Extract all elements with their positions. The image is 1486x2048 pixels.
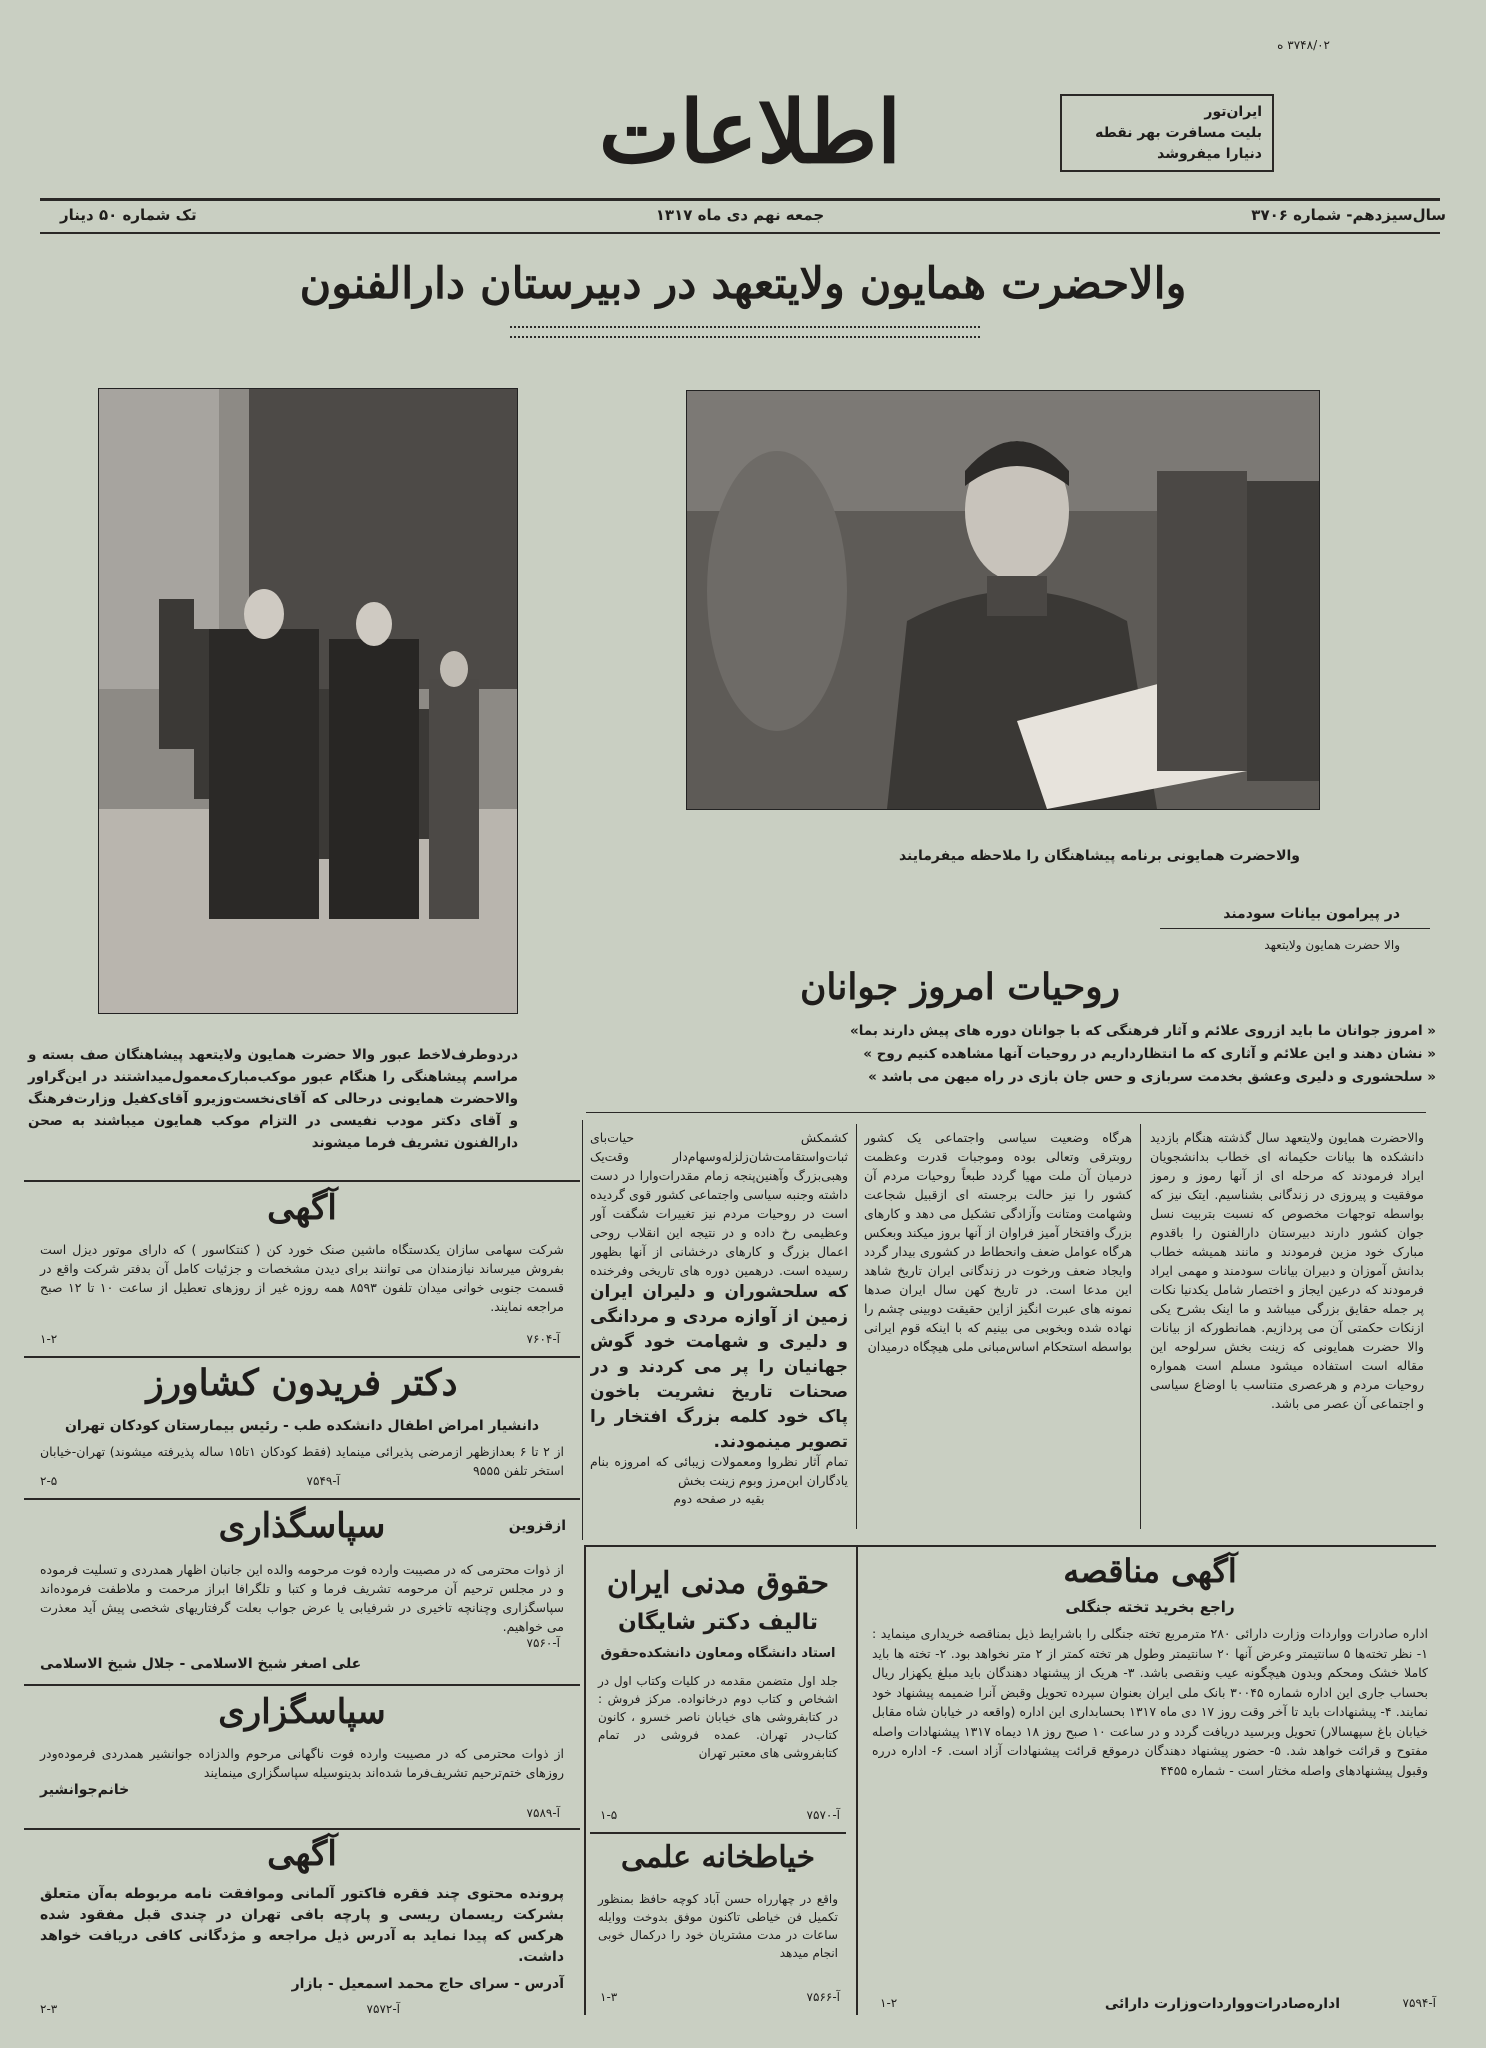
article-kicker: در پیرامون بیانات سودمند (1223, 906, 1400, 922)
tender-signer: اداره‌صادرات‌ووارد‌ات‌وزارت دارائی (1104, 1996, 1340, 2012)
doctor-subtitle: دانشیار امراض اطفال دانشکده طب - رئیس بیمارستان کودکان تهران (64, 1418, 540, 1434)
article-kicker-sub: والا حضرت همایون ولایتعهد (1264, 938, 1400, 952)
book-author: تالیف دکتر شایگان (617, 1610, 819, 1635)
rule-after-book (590, 1832, 846, 1834)
quote-line-2: « نشان دهند و این علائم و آثاری که ما انتظارداریم در روحیات آنها مشاهده کنیم روح » (863, 1046, 1436, 1062)
airline-line-3: دنیارا میفروشد (1157, 146, 1262, 162)
rule-after-doctor (24, 1498, 580, 1500)
newspaper-title: اطلاعات (598, 82, 902, 183)
tender-code: آ-۷۵۹۴ (1402, 1996, 1436, 2010)
article-column-3 (590, 1128, 848, 1533)
airline-ad-box (1060, 94, 1274, 172)
kicker-rule (1160, 928, 1430, 929)
thanks-2-body: از ذوات محترمی که در مصیبت وارده فوت ناگهانی مرحوم والدزاده جوانشیر همدردی فرموده‌ودر روزهای ختم‌ترحیم تشریف‌فرما شده‌اند بدینوسیله سپاسگزاری مینمایند (40, 1746, 564, 1780)
issue-price: تک شماره ۵۰ دینار (60, 206, 197, 224)
masthead-rule-top (40, 198, 1440, 201)
column-divider-2 (856, 1124, 857, 1529)
book-code: آ-۷۵۷۰ (806, 1808, 840, 1822)
column-divider-1 (1140, 1124, 1141, 1529)
book-title: حقوق مدنی ایران (606, 1566, 830, 1601)
agahi-1-ref: ۱-۲ (40, 1332, 58, 1346)
thanks-1-body: از ذوات محترمی که در مصیبت وارده فوت مرحومه والده این جانبان اظهار همدردی و تسلیت فرموده و در مجلس ترحیم آن مرحومه تشریف فرما و کتبا و تلگرافا ابراز مرحمت و ملاطفت فرموده‌اند سپاسگزاری وچنانچه تاخیری در شرفیابی یا عرض جواب بعلت گرفتاریهای شخصی پیش آید معذرت می خواهیم. (40, 1562, 564, 1634)
article-column-2: هرگاه وضعیت سیاسی واجتماعی یک کشور روبترقی وتعالی بوده وموجبات قدرت وعظمت درمیان آن ملت مهیا گردد طبعاً روحیات مردم آن کشور را نیز حالت برجسته ای ازقبیل شجاعت وشهامت ومتانت وآزادگی تشکیل می دهد و کارهای بزرگ وافتخار آمیز فراوان از آنها بروز میکند وبعکس هرگاه عوامل ضعف وانحطاط در کشوری بیدار گردد وایجاد ضعف ورخوت در زندگانی ایران تاریخ شاهد این مدعا است. در تاریخ کهن سال ایران صدها نمونه های عبرت انگیز ازاین حقیقت دوبینی چشم را نهاده شده وبخوبی می بینیم که با اینکه قوم ایرانی بواسطه استحکام اساس‌مبانی ملی هیچگاه درمیدان (864, 1130, 1132, 1354)
article-bottom-rule (586, 1545, 1436, 1547)
article-left-border (582, 1120, 583, 1540)
tender-ref: ۱-۲ (880, 1996, 898, 2010)
rule-after-agahi-1 (24, 1356, 580, 1358)
article-quote-rule (586, 1112, 1426, 1113)
thanks-2-title: سپاسگزاری (218, 1692, 386, 1732)
rule-after-thanks-2 (24, 1828, 580, 1830)
right-photo-caption: والاحضرت همایونی برنامه پیشاهنگان را ملاحظه میفرمایند (898, 848, 1300, 864)
thanks-2-signer: خانم‌جوانشیر (40, 1782, 130, 1798)
airline-line-2: بلیت مسافرت بهر نقطه (1095, 125, 1262, 141)
column-3-bottom: تمام آثار نظروا ومعمولات زیبائی که امروزه بنام یادگاران ابن‌مرز وبوم زینت بخش (590, 1454, 848, 1488)
tender-body: اداره صادرات ووارد‌ات وزارت دارائی ۲۸۰ مترمربع تخته جنگلی را باشرایط ذیل بمناقصه خریداری مینماید : ۱- نظر تخته‌ها ۵ سانتیمتر وعرض آنها ۲۰ سانتیمتر وطول هر تخته کمتر از ۲ متر نخواهد بود. ۲- تخته ها باید کاملا خشک ومحکم وبدون هیچگونه عیب ونقصی باشد. ۳- هریک از پیشنهاد دهندگان باید مبلغ یکهزار ریال بحساب جاری این اداره شماره ۳۰۰۴۵ بانک ملی ایران بعنوان سپرده تحویل وقبض آنرا ضمیمه پیشنهاد خود نمایند. ۴- پیشنهادات باید تا آخر وقت روز ۱۷ دی ماه ۱۳۱۷ بحسابداری این اداره (واقعه در خیابان شاه مقابل خیابان باغ سپهسالار) تحویل وبرسید دریافت گردد و در ساعت ۱۰ صبح روز ۱۸ دیماه ۱۳۱۷ پیشنهادات واصله مفتوح و قرائت خواهد شد. ۵- حضور پیشنهاد دهندگان درموقع قرائت پیشنهادات آزاد است. ۶- اداره درره وقبول پیشنهادهای واصله مختار است - شماره ۴۴۵۵ (872, 1626, 1428, 1778)
agahi-2-body: پرونده محتوی چند فقره فاکتور آلمانی وموافقت نامه مربوطه به‌آن متعلق بشرکت ریسمان ریسی و پارچه بافی تهران در چندی قبل مفقود شده هرکس که پیدا نماید به آدرس ذیل مراجعه و مژدگانی کافی دریافت خواهد داشت. (40, 1886, 564, 1965)
article-quotes (586, 1020, 1436, 1089)
tailor-body: واقع در چهارراه حسن آباد کوچه حافظ بمنظور تکمیل فن خیاطی تاکنون موفق بدوخت ووایله ساعات در مدت مشتریان خود را درکمال خوبی انجام میدهد (598, 1892, 838, 1960)
headline-ornament-rule (510, 326, 980, 338)
agahi-1-body: شرکت سهامی سازان یکدستگاه ماشین صنک خورد کن ( کنتکاسور ) که دارای موتور دیزل است بفروش میرساند نیازمندان می توانند برای دیدن مشخصات و جزئیات کامل آن بدفتر شرکت واقع در قسمت جنوبی خوانی میدان تلفون ۸۵۹۳ همه روزه غیر از روزهای تعطیل از ساعت ۱۰ تا ۱۲ صبح مراجعه نمایند. (40, 1242, 564, 1314)
continued-note: بقیه در صفحه دوم (673, 1492, 765, 1506)
agahi-1-title: آگهی (267, 1188, 337, 1228)
agahi-2-address: آدرس - سرای حاج محمد اسمعیل - بازار (291, 1976, 564, 1992)
masthead-rule-bottom (40, 232, 1440, 234)
column-3-top: کشمکش حیات‌بای ثبات‌واستقامت‌شان‌زلزله‌و‌سهام‌دار وقت‌یک وهبی‌بزرگ وآهنین‌پنجه زمام‌ مقدرات‌وارا در دست داشته وجنبه سیاسی واجتماعی کشور قوی گردیده است در روحیات مردم نیز تغییرات شگفت آور وعظیمی رخ داده و در نتیجه این انقلاب روحی اعمال بزرگ و کارهای درخشانی از آنها بظهور رسیده است. درهمین دوره های تاریخی وفرخنده (590, 1130, 848, 1278)
column-3-bold: که سلحشوران و دلیران ایران زمین از آوازه مردی و مردانگی و دلیری و شهامت خود گوش جهانیان را پر می کردند و در صحنات تاریخ نشریت باخون پاک خود کلمه بزرگ افتخار را تصویر مینمودند. (590, 1282, 848, 1452)
procession-photo (98, 388, 518, 1014)
main-headline: والاحضرت همایون ولایتعهد در دبیرستان دارالفنون (299, 259, 1187, 309)
thanks-1-region: ازقزوین (508, 1518, 566, 1534)
agahi-2-code: آ-۷۵۷۲ (366, 2002, 400, 2016)
tailor-ref: ۱-۳ (600, 1990, 618, 2004)
agahi-1-code: آ-۷۶۰۴ (526, 1332, 560, 1346)
thanks-1-title: سپاسگذاری (218, 1506, 386, 1546)
quote-line-1: « امروز جوانان ما باید ازروی علائم و آثار فرهنگی که با جوانان دوره های پیش دارند بما» (850, 1023, 1436, 1039)
agahi-2-title: آگهی (267, 1834, 337, 1874)
left-ads-top-rule (24, 1180, 580, 1182)
book-body: جلد اول متضمن مقدمه در کلیات وکتاب اول در اشخاص و کتاب دوم درخانواده. مرکز فروش : در کتابفروشی های خیابان ناصر خسرو ، کانون کتاب‌در تهران. عمده فروشی در تمام کتابفروشی های معتبر تهران (598, 1674, 838, 1760)
doctor-ref: ۲-۵ (40, 1474, 58, 1488)
doctor-name: دکتر فریدون کشاورز (146, 1362, 458, 1404)
article-column-1: والاحضرت همایون ولایتعهد سال گذشته هنگام بازدید دانشکده ها بیانات حکیمانه ای خطاب بدانشجویان ایراد فرمودند که مرحله ای از آنها رموز و رموز موفقیت و پیروزی در زندگانی بشناسیم. ایتک نیز که بواسطه توجهات مخصوص که نسبت بتربیت نسل جوان کشور دارند دبیرستان دارالفنون را باقدوم مبارک خود مزین فرمودند و مانند همیشه خطاب بدانش آموزان و دبیران بیانات سودمند و مهمی ایراد فرمودند که درعین ایجاز و اختصار شامل یکدنیا نکات پر جمله حقایق بزرگی میباشد و ما اینک بشرح یکی ازنکات حکمتی آن می پردازیم. همانطورکه از بیانات والا حضرت همایونی که زینت بخش سرلوحه این مقاله است استفاده میشود مسلم است همواره روحیات مردم و هرعصری متناسب با اوضاع سیاسی و اجتماعی آن عصر می باشد. (1150, 1130, 1424, 1411)
crown-prince-reading-photo (686, 390, 1320, 810)
rule-after-thanks-1 (24, 1684, 580, 1686)
portrait-illustration (687, 391, 1319, 809)
left-ads-divider (584, 1545, 586, 2015)
doctor-code: آ-۷۵۴۹ (306, 1474, 340, 1488)
left-photo-caption: دردوطرف‌لاخط عبور والا حضرت همایون ولایتعهد پیشاهنگان صف بسته و مراسم پیشاهنگی را هنگام عبور موکب‌مبارک‌معمول‌میداشتند در این‌گراور والاحضرت همایونی درحالی که آقای‌نخست‌وزیرو آقای‌کفیل وزارت‌فرهنگ و آقای دکتر مودب نفیسی در التزام موکب همایون میباشند به صحن دارالفنون تشریف فرما میشوند (28, 1047, 518, 1151)
middle-ads-divider (856, 1545, 858, 2015)
issue-date: جمعه نهم دی ماه ۱۳۱۷ (655, 206, 825, 224)
airline-line-1: ایران‌تور (1204, 104, 1262, 120)
article-title: روحیات امروز جوانان (799, 966, 1120, 1008)
book-ref: ۱-۵ (600, 1808, 618, 1822)
issue-year-number: سال‌سیزدهم- شماره ۳۷۰۶ (1251, 206, 1446, 224)
book-role: استاد دانشگاه ومعاون دانشکده‌حقوق (600, 1646, 836, 1661)
thanks-2-code: آ-۷۵۸۹ (526, 1806, 560, 1820)
corner-number: ۳۷۴۸/۰۲ ه (1277, 38, 1330, 52)
procession-illustration (99, 389, 517, 1013)
thanks-1-code: آ-۷۵۶۰ (526, 1636, 560, 1650)
tender-subtitle: راجع بخرید تخته جنگلی (1065, 1598, 1235, 1616)
tailor-title: خیاطخانه علمی (620, 1840, 816, 1875)
doctor-body: از ۲ تا ۶ بعدازظهر ازمرضی پذیرائی مینماید (فقط کودکان ۱تا۱۵ ساله پذیرفته میشوند) تهران-خیابان استخر تلفن ۹۵۵۵ (40, 1444, 565, 1478)
agahi-2-ref: ۲-۳ (40, 2002, 58, 2016)
quote-line-3: « سلحشوری و دلیری وعشق بخدمت سربازی و حس جان بازی در راه میهن می باشد » (868, 1069, 1436, 1085)
thanks-1-signer: علی اصغر شیخ الاسلامی - جلال شیخ الاسلامی (40, 1656, 362, 1672)
tender-title: آگهی مناقصه (1063, 1552, 1237, 1590)
tailor-code: آ-۷۵۶۶ (806, 1990, 840, 2004)
